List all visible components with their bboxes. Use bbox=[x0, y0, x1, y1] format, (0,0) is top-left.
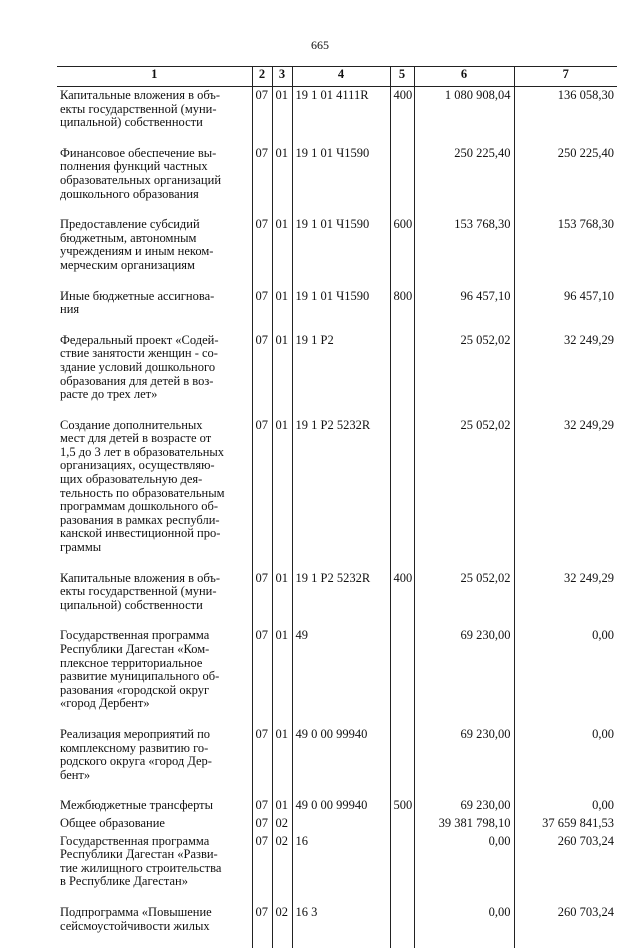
row-section: 07 bbox=[252, 815, 272, 833]
row-amount-1: 69 230,00 bbox=[414, 726, 514, 797]
row-amount-1: 250 225,40 bbox=[414, 145, 514, 216]
header-col-4: 4 bbox=[292, 67, 390, 87]
row-amount-2: 0,00 bbox=[514, 627, 617, 726]
row-expense-type bbox=[390, 627, 414, 726]
row-target-code: 19 1 01 4111R bbox=[292, 87, 390, 145]
row-amount-2: 260 703,24 bbox=[514, 904, 617, 948]
row-amount-2: 32 249,29 bbox=[514, 332, 617, 417]
row-section: 07 bbox=[252, 833, 272, 904]
row-name: Государственная программа Республики Дагестан «Разви- тие жилищного строительства в Республике Дагестан» bbox=[60, 833, 222, 889]
row-subsection: 01 bbox=[272, 797, 292, 815]
row-target-code: 16 3 bbox=[292, 904, 390, 948]
row-expense-type: 600 bbox=[390, 216, 414, 287]
row-section: 07 bbox=[252, 87, 272, 145]
row-amount-1: 25 052,02 bbox=[414, 332, 514, 417]
row-target-code: 49 bbox=[292, 627, 390, 726]
table-row bbox=[57, 87, 617, 145]
table-row bbox=[57, 417, 617, 570]
row-amount-2: 0,00 bbox=[514, 726, 617, 797]
row-expense-type bbox=[390, 815, 414, 833]
row-name: Капитальные вложения в объ- екты государственной (муни- ципальной) собственности bbox=[60, 88, 221, 130]
row-subsection: 01 bbox=[272, 288, 292, 332]
table-row bbox=[57, 797, 617, 815]
row-name: Капитальные вложения в объ- екты государственной (муни- ципальной) собственности bbox=[60, 570, 221, 612]
row-amount-1: 0,00 bbox=[414, 904, 514, 948]
row-target-code: 19 1 P2 5232R bbox=[292, 417, 390, 570]
row-expense-type bbox=[390, 904, 414, 948]
row-name: Межбюджетные трансферты bbox=[60, 798, 214, 813]
header-col-5: 5 bbox=[390, 67, 414, 87]
table-row bbox=[57, 627, 617, 726]
table-row bbox=[57, 288, 617, 332]
row-amount-1: 39 381 798,10 bbox=[414, 815, 514, 833]
row-target-code bbox=[292, 815, 390, 833]
table-row bbox=[57, 145, 617, 216]
row-name: Создание дополнительных мест для детей в возрасте от 1,5 до 3 лет в образовательных организациях, осуществляю- щих образовательную дея- тельность по образовательным программам дошкольного об- разования в рамках республи- канской инвестиционной про- граммы bbox=[60, 417, 225, 555]
row-amount-1: 1 080 908,04 bbox=[414, 87, 514, 145]
row-target-code: 19 1 01 Ч1590 bbox=[292, 216, 390, 287]
header-col-2: 2 bbox=[252, 67, 272, 87]
table-row bbox=[57, 833, 617, 904]
row-subsection: 01 bbox=[272, 726, 292, 797]
row-expense-type: 500 bbox=[390, 797, 414, 815]
row-section: 07 bbox=[252, 417, 272, 570]
row-amount-2: 260 703,24 bbox=[514, 833, 617, 904]
row-section: 07 bbox=[252, 904, 272, 948]
row-target-code: 49 0 00 99940 bbox=[292, 797, 390, 815]
row-subsection: 01 bbox=[272, 216, 292, 287]
row-target-code: 19 1 01 Ч1590 bbox=[292, 288, 390, 332]
row-section: 07 bbox=[252, 627, 272, 726]
row-name: Реализация мероприятий по комплексному развитию го- родского округа «город Дер- бент» bbox=[60, 726, 212, 782]
row-name: Финансовое обеспечение вы- полнения функций частных образовательных организаций дошкольного образования bbox=[60, 145, 222, 201]
row-amount-2: 37 659 841,53 bbox=[514, 815, 617, 833]
row-expense-type bbox=[390, 833, 414, 904]
row-expense-type bbox=[390, 145, 414, 216]
row-section: 07 bbox=[252, 797, 272, 815]
row-expense-type: 400 bbox=[390, 570, 414, 628]
row-section: 07 bbox=[252, 145, 272, 216]
table-row bbox=[57, 570, 617, 628]
row-subsection: 01 bbox=[272, 627, 292, 726]
row-section: 07 bbox=[252, 332, 272, 417]
row-subsection: 02 bbox=[272, 815, 292, 833]
row-name: Государственная программа Республики Дагестан «Ком- плексное территориальное развитие муниципального об- разования «городской округ «город Дербент» bbox=[60, 628, 220, 711]
row-amount-2: 153 768,30 bbox=[514, 216, 617, 287]
row-amount-1: 69 230,00 bbox=[414, 797, 514, 815]
table-row bbox=[57, 726, 617, 797]
row-amount-2: 0,00 bbox=[514, 797, 617, 815]
table-row bbox=[57, 216, 617, 287]
row-amount-1: 25 052,02 bbox=[414, 417, 514, 570]
row-subsection: 01 bbox=[272, 145, 292, 216]
header-row bbox=[57, 67, 617, 87]
row-amount-2: 136 058,30 bbox=[514, 87, 617, 145]
header-col-1: 1 bbox=[57, 67, 252, 87]
row-name: Предоставление субсидий бюджетным, автономным учреждениям и иным неком- мерческим организациям bbox=[60, 217, 214, 272]
row-target-code: 19 1 01 Ч1590 bbox=[292, 145, 390, 216]
row-amount-2: 32 249,29 bbox=[514, 570, 617, 628]
table-row bbox=[57, 332, 617, 417]
row-expense-type: 400 bbox=[390, 87, 414, 145]
row-name: Общее образование bbox=[60, 815, 165, 830]
row-amount-1: 0,00 bbox=[414, 833, 514, 904]
row-subsection: 01 bbox=[272, 417, 292, 570]
row-subsection: 02 bbox=[272, 833, 292, 904]
row-name: Иные бюджетные ассигнова- ния bbox=[60, 288, 215, 317]
row-amount-2: 96 457,10 bbox=[514, 288, 617, 332]
row-section: 07 bbox=[252, 216, 272, 287]
row-target-code: 19 1 P2 5232R bbox=[292, 570, 390, 628]
row-subsection: 01 bbox=[272, 87, 292, 145]
row-expense-type bbox=[390, 417, 414, 570]
row-amount-1: 153 768,30 bbox=[414, 216, 514, 287]
row-section: 07 bbox=[252, 570, 272, 628]
row-subsection: 02 bbox=[272, 904, 292, 948]
row-subsection: 01 bbox=[272, 332, 292, 417]
page-number: 665 bbox=[311, 38, 329, 52]
row-target-code: 49 0 00 99940 bbox=[292, 726, 390, 797]
row-amount-1: 69 230,00 bbox=[414, 627, 514, 726]
row-section: 07 bbox=[252, 288, 272, 332]
row-target-code: 16 bbox=[292, 833, 390, 904]
budget-table bbox=[57, 66, 617, 948]
table-row bbox=[57, 815, 617, 833]
header-col-6: 6 bbox=[414, 67, 514, 87]
row-amount-2: 250 225,40 bbox=[514, 145, 617, 216]
row-amount-1: 25 052,02 bbox=[414, 570, 514, 628]
row-expense-type bbox=[390, 332, 414, 417]
row-name: Федеральный проект «Содей- ствие занятости женщин - со- здание условий дошкольного образования для детей в воз- расте до трех лет» bbox=[60, 332, 219, 402]
row-subsection: 01 bbox=[272, 570, 292, 628]
row-expense-type bbox=[390, 726, 414, 797]
row-amount-2: 32 249,29 bbox=[514, 417, 617, 570]
header-col-3: 3 bbox=[272, 67, 292, 87]
row-expense-type: 800 bbox=[390, 288, 414, 332]
row-section: 07 bbox=[252, 726, 272, 797]
row-target-code: 19 1 P2 bbox=[292, 332, 390, 417]
table-row bbox=[57, 904, 617, 948]
row-amount-1: 96 457,10 bbox=[414, 288, 514, 332]
row-name: Подпрограмма «Повышение сейсмоустойчивости жилых bbox=[60, 904, 212, 933]
header-col-7: 7 bbox=[514, 67, 617, 87]
